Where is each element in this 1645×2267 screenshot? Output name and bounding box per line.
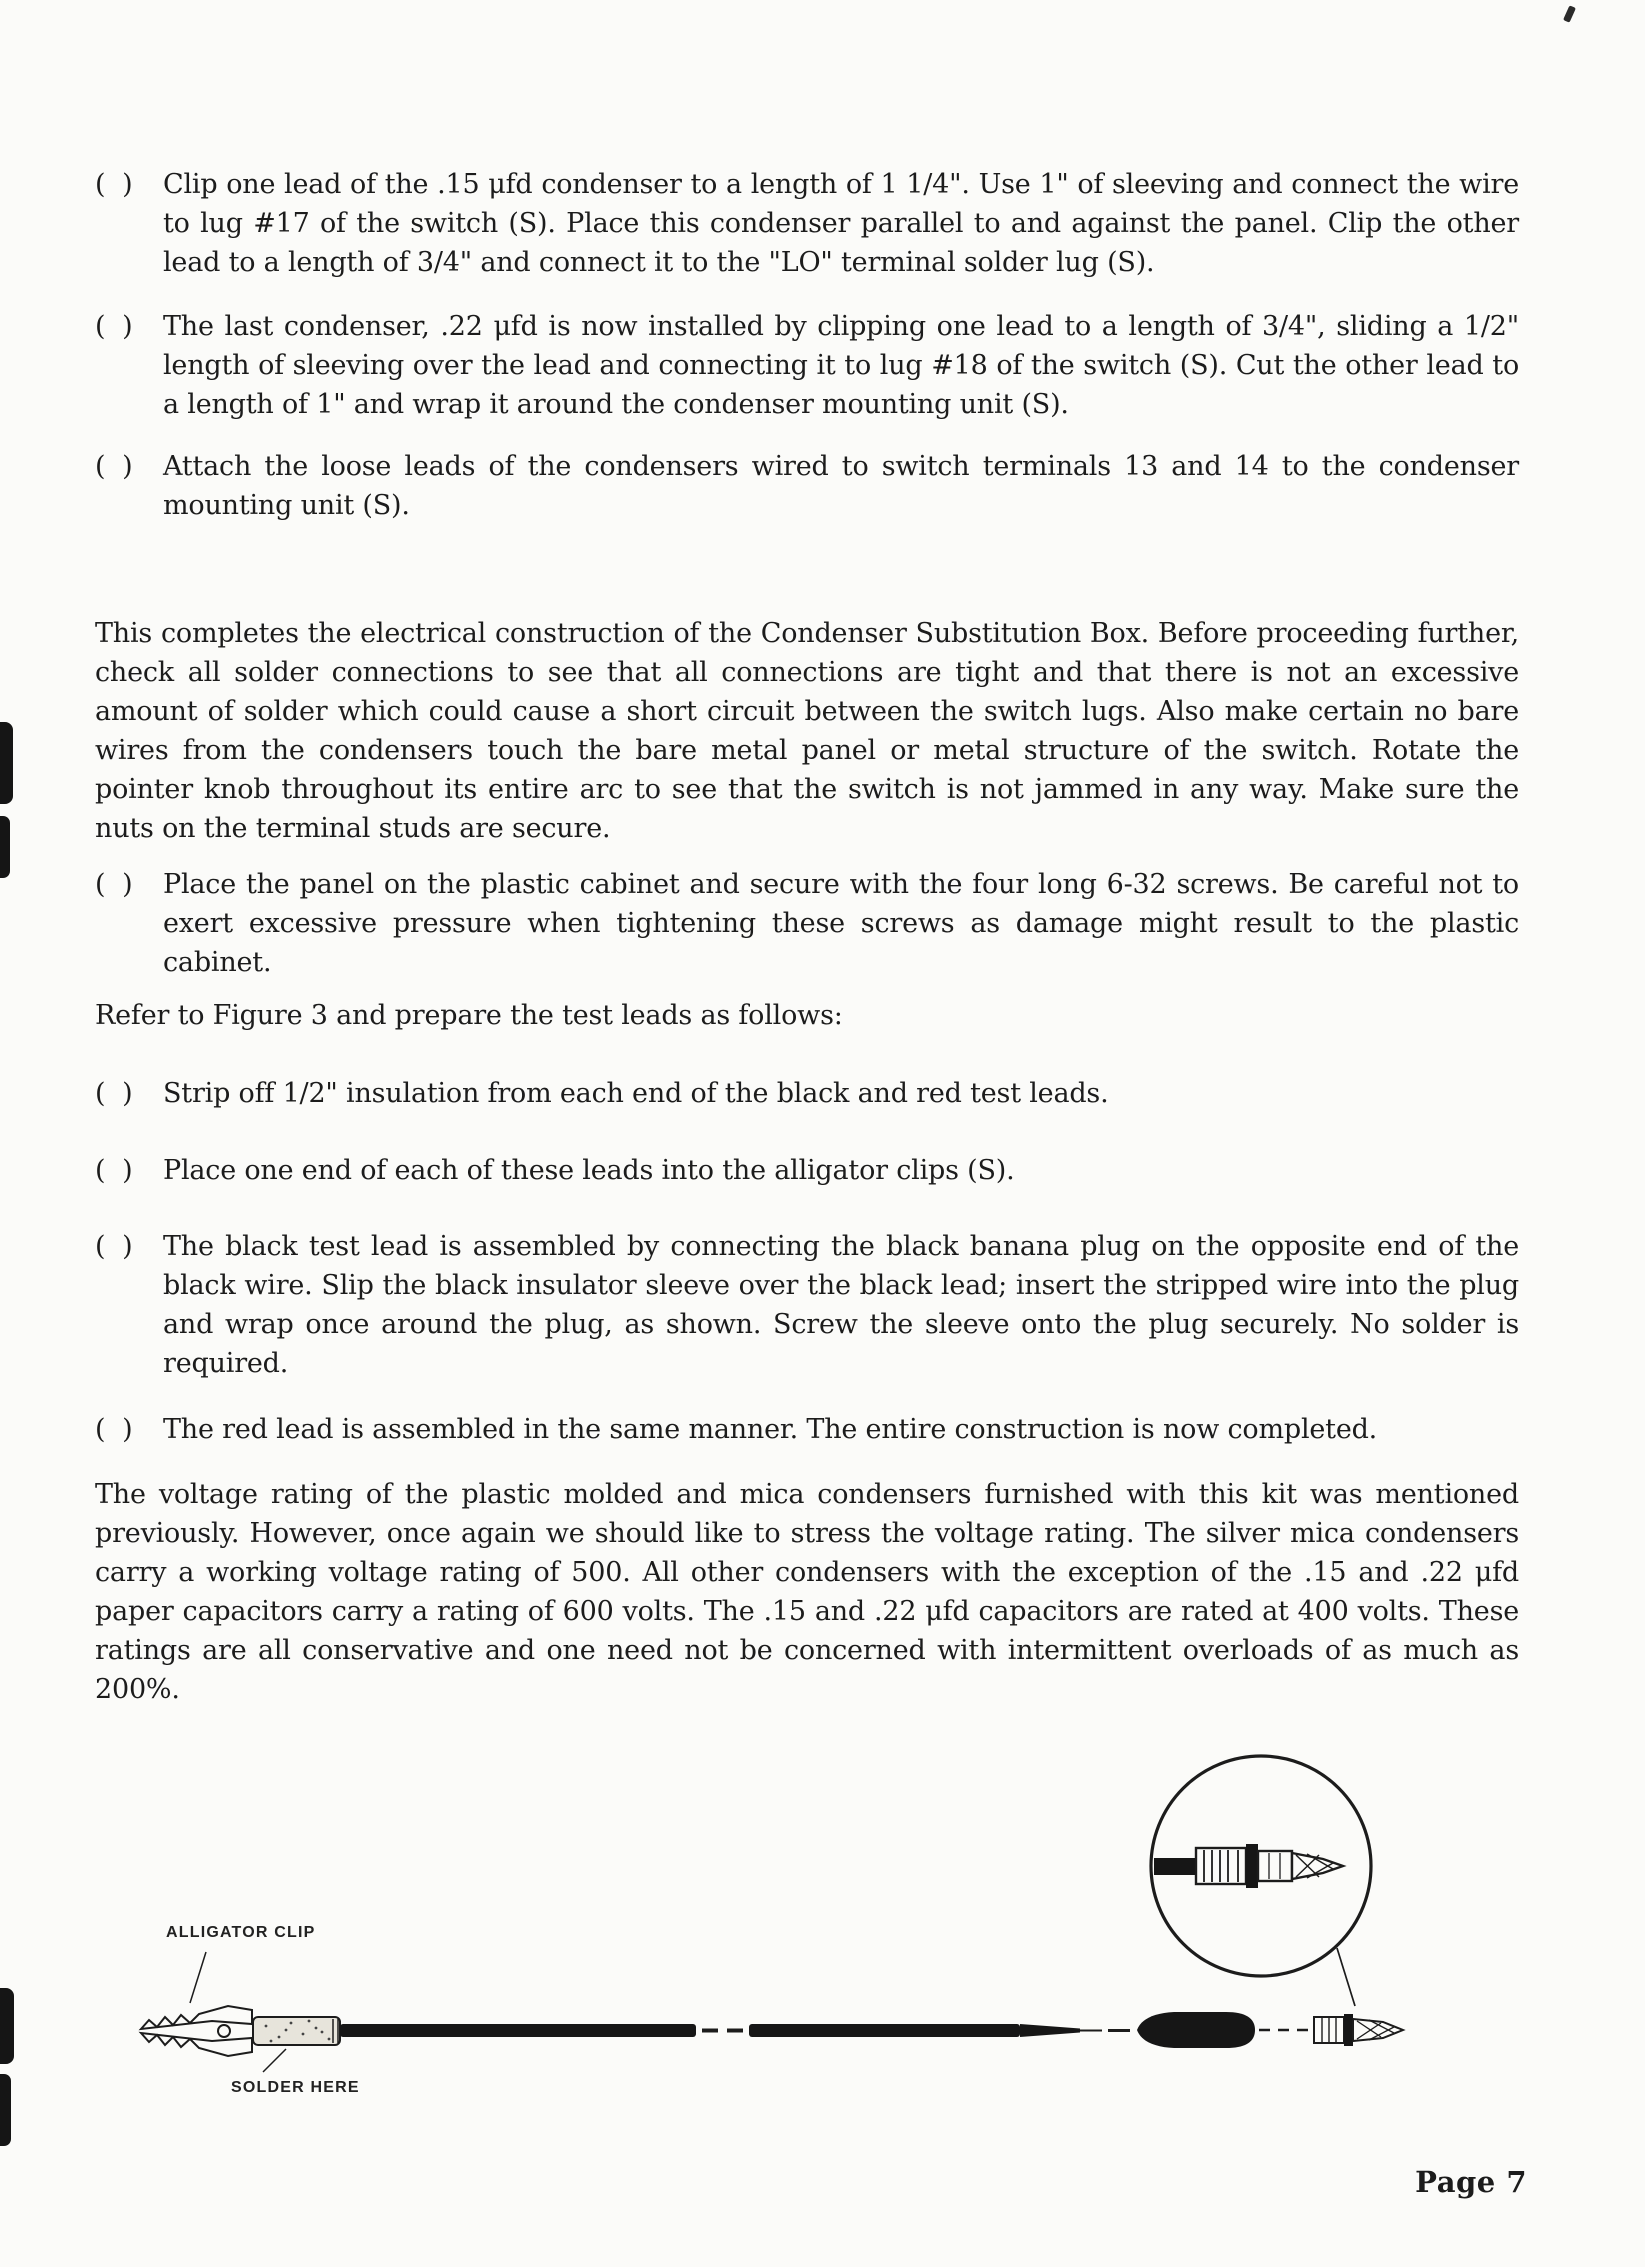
figure-test-lead [0, 1700, 1645, 2170]
paragraph-voltage-note: The voltage rating of the plastic molded and mica condensers furnished with this kit was mentioned previously. However, once again we should like to stress the voltage rating. The silver mica condensers carry a working voltage rating of 500. All other condensers with the exception of the .15 and .22 μfd paper capacitors carry a rating of 600 volts. The .15 and .22 μfd capacitors are rated at 400 volts. These ratings are all conservative and one need not be concerned with intermittent overloads of as much as 200%. [95, 1479, 1519, 1705]
solder-leader-line [263, 2049, 286, 2072]
checkbox-marker: ( ) [95, 1414, 133, 1445]
step-text: The black test lead is assembled by connecting the black banana plug on the opposite end of the black wire. Slip the black insulator sleeve over the black lead; insert the stripped wire into the plug and wrap once around the plug, as shown. Screw the sleeve onto the plug securely. No solder is required. [163, 1231, 1519, 1379]
checklist-item [95, 447, 1519, 525]
checkbox-marker: ( ) [95, 169, 133, 200]
checklist-item [95, 165, 1519, 282]
checkbox-marker: ( ) [95, 311, 133, 342]
step-text: Place the panel on the plastic cabinet and secure with the four long 6-32 screws. Be careful not to exert excessive pressure when tightening these screws as damage might result to the plastic cabinet. [163, 869, 1519, 978]
step-text: The red lead is assembled in the same manner. The entire construction is now completed. [163, 1414, 1378, 1445]
scan-artifact [0, 2074, 11, 2146]
solder-sleeve-drawing [253, 2017, 340, 2045]
checklist-item [95, 1410, 1519, 1449]
figure-label-solder-here: SOLDER HERE [231, 2079, 360, 2096]
page-content [95, 165, 1519, 1709]
scan-artifact [0, 722, 13, 804]
alligator-clip-drawing [141, 2006, 252, 2056]
checklist-item [95, 1074, 1519, 1113]
checklist-item [95, 1227, 1519, 1383]
checkbox-marker: ( ) [95, 869, 133, 900]
checkbox-marker: ( ) [95, 1078, 133, 1109]
checklist-item [95, 307, 1519, 424]
checkbox-marker: ( ) [95, 451, 133, 482]
checklist-item [95, 865, 1519, 982]
scan-artifact [0, 816, 10, 878]
step-text: Place one end of each of these leads into the alligator clips (S). [163, 1155, 1015, 1186]
checkbox-marker: ( ) [95, 1155, 133, 1186]
scan-artifact [0, 1988, 14, 2064]
magnifier-leader-line [1337, 1948, 1355, 2006]
paragraph-completion-note: This completes the electrical construction of the Condenser Substitution Box. Before proceeding further, check all solder connections to see that all connections are tight and that there is not an excessive amount of solder which could cause a short circuit between the switch lugs. Also make certain no bare wires from the condensers touch the bare metal panel or metal structure of the switch. Rotate the pointer knob throughout its entire arc to see that the switch is not jammed in any way. Make sure the nuts on the terminal studs are secure. [95, 618, 1519, 844]
banana-plug-handle-drawing [1137, 2012, 1255, 2048]
scan-artifact [1563, 5, 1576, 22]
figure-label-alligator-clip: ALLIGATOR CLIP [166, 1924, 316, 1941]
step-text: Attach the loose leads of the condensers wired to switch terminals 13 and 14 to the condenser mounting unit (S). [163, 451, 1519, 521]
alligator-leader-line [190, 1952, 206, 2003]
page-number: Page 7 [1415, 2165, 1527, 2199]
checkbox-marker: ( ) [95, 1231, 133, 1262]
magnifier-circle-inset [1151, 1756, 1371, 1976]
test-lead-wire [340, 2024, 1130, 2037]
step-text: Strip off 1/2" insulation from each end of the black and red test leads. [163, 1078, 1109, 1109]
checklist-item [95, 1151, 1519, 1190]
step-text: Clip one lead of the .15 μfd condenser to a length of 1 1/4". Use 1" of sleeving and connect the wire to lug #17 of the switch (S). Place this condenser parallel to and against the panel. Clip the other lead to a length of 3/4" and connect it to the "LO" terminal solder lug (S). [163, 169, 1519, 278]
banana-plug-tip-drawing [1314, 2014, 1403, 2046]
paragraph-figure3-intro: Refer to Figure 3 and prepare the test leads as follows: [95, 1000, 843, 1031]
step-text: The last condenser, .22 μfd is now installed by clipping one lead to a length of 3/4", sliding a 1/2" length of sleeving over the lead and connecting it to lug #18 of the switch (S). Cut the other lead to a length of 1" and wrap it around the condenser mounting unit (S). [163, 311, 1519, 420]
